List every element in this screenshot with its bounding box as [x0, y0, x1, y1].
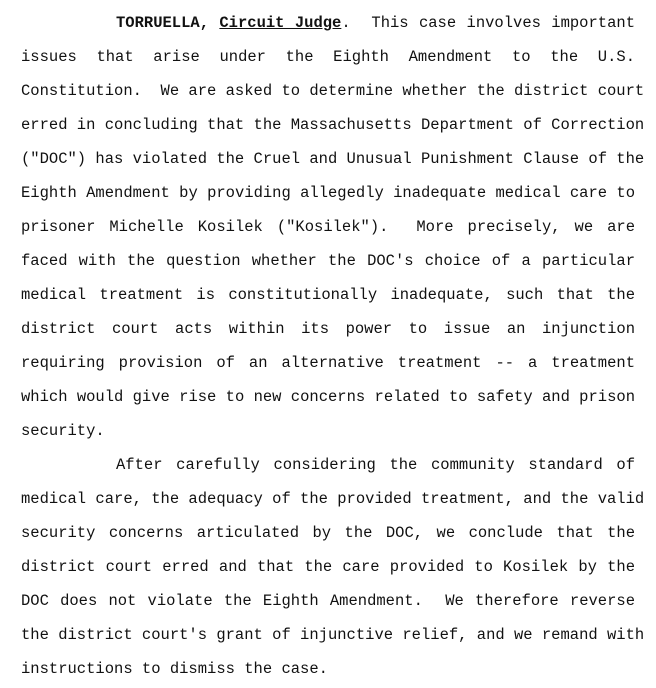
opinion-line: security concerns articulated by the DOC, we conclude that the — [21, 524, 635, 542]
opinion-line: which would give rise to new concerns related to safety and prison — [21, 388, 635, 406]
judge-name: TORRUELLA, — [116, 14, 210, 32]
judge-title: Circuit Judge — [219, 14, 342, 32]
opinion-line: erred in concluding that the Massachusetts Department of Correction — [21, 116, 645, 134]
opinion-line: prisoner Michelle Kosilek ("Kosilek"). More precisely, we are — [21, 218, 635, 236]
opinion-line: Constitution. We are asked to determine whether the district court — [21, 82, 645, 100]
opinion-line: Eighth Amendment by providing allegedly inadequate medical care to — [21, 184, 635, 202]
opinion-line: district court acts within its power to issue an injunction — [21, 320, 635, 338]
opinion-line: district court erred and that the care provided to Kosilek by the — [21, 558, 635, 576]
opinion-first-line — [116, 12, 635, 34]
opinion-line: faced with the question whether the DOC's choice of a particular — [21, 252, 635, 270]
opinion-line: requiring provision of an alternative treatment -- a treatment — [21, 354, 635, 372]
opinion-line: After carefully considering the community standard of — [116, 456, 635, 474]
opinion-line: medical care, the adequacy of the provided treatment, and the valid — [21, 490, 645, 508]
opinion-line: issues that arise under the Eighth Amendment to the U.S. — [21, 48, 635, 66]
opinion-line: security. — [21, 422, 105, 440]
opinion-line: instructions to dismiss the case. — [21, 660, 328, 678]
first-line-text: This case involves important — [350, 14, 635, 32]
opinion-line: medical treatment is constitutionally inadequate, such that the — [21, 286, 635, 304]
title-period: . — [341, 14, 351, 32]
opinion-line: the district court's grant of injunctive relief, and we remand with — [21, 626, 645, 644]
opinion-line: ("DOC") has violated the Cruel and Unusual Punishment Clause of the — [21, 150, 645, 168]
opinion-line: DOC does not violate the Eighth Amendment. We therefore reverse — [21, 592, 635, 610]
